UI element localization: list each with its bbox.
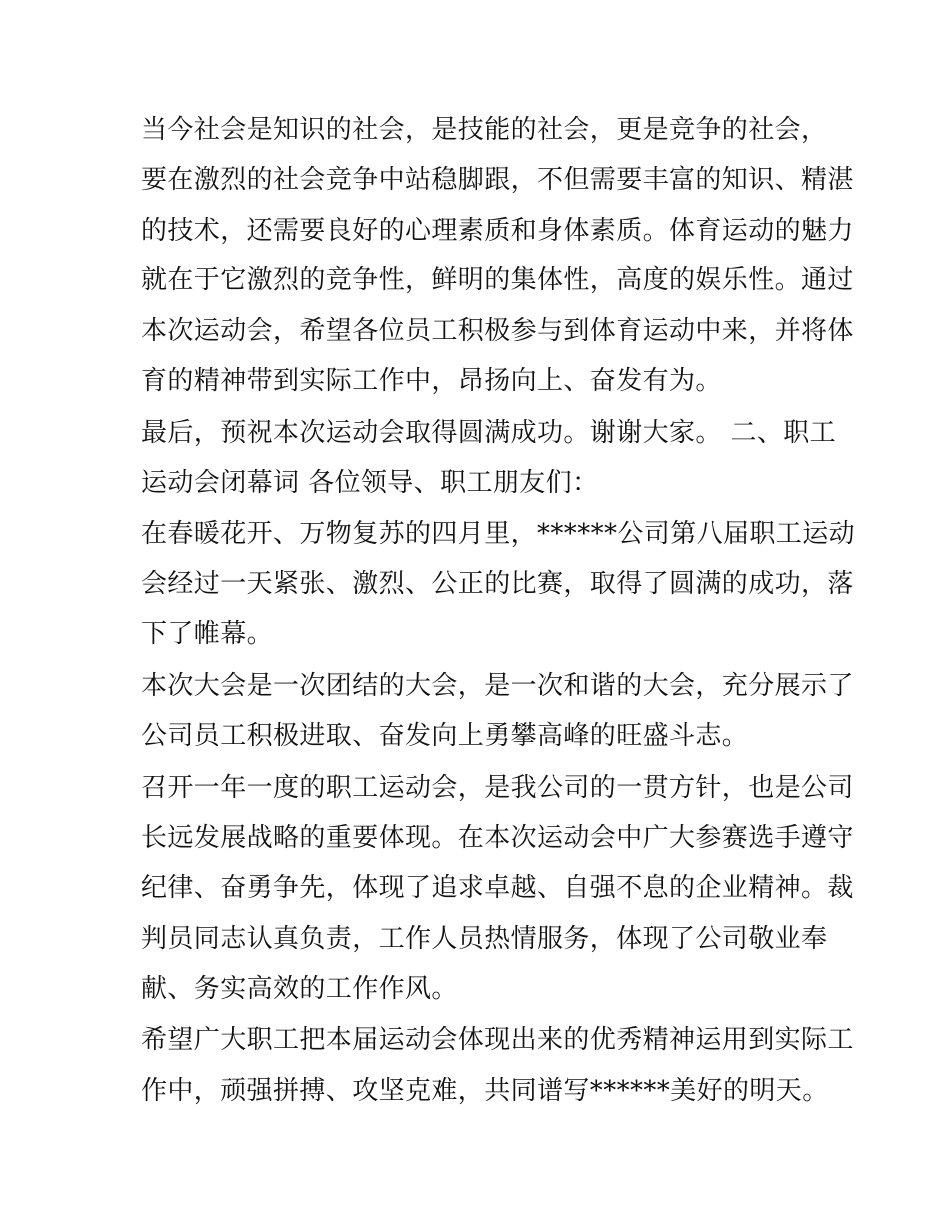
text-line: 希望广大职工把本届运动会体现出来的优秀精神运用到实际工 — [141, 1025, 854, 1055]
text-line: 就在于它激烈的竞争性，鲜明的集体性，高度的娱乐性。通过 — [141, 265, 854, 295]
text-line: 运动会闭幕词 各位领导、职工朋友们： — [141, 468, 599, 498]
text-line: 要在激烈的社会竞争中站稳脚跟，不但需要丰富的知识、精湛 — [141, 165, 854, 195]
text-line: 育的精神带到实际工作中，昂扬向上、奋发有为。 — [141, 366, 722, 396]
text-line: 判员同志认真负责，工作人员热情服务，体现了公司敬业奉 — [141, 924, 828, 954]
text-line: 召开一年一度的职工运动会，是我公司的一贯方针，也是公司 — [141, 773, 854, 803]
text-line: 公司员工积极进取、奋发向上勇攀高峰的旺盛斗志。 — [141, 721, 749, 751]
text-line: 的技术，还需要良好的心理素质和身体素质。体育运动的魅力 — [141, 216, 854, 246]
text-line: 在春暖花开、万物复苏的四月里，******公司第八届职工运动 — [141, 519, 856, 549]
text-line: 会经过一天紧张、激烈、公正的比赛，取得了圆满的成功，落 — [141, 569, 854, 599]
text-line: 纪律、奋勇争先，体现了追求卓越、自强不息的企业精神。裁 — [141, 873, 854, 903]
text-line: 作中，顽强拼搏、攻坚克难，共同谱写******美好的明天。 — [141, 1076, 829, 1106]
text-line: 下了帷幕。 — [141, 619, 274, 649]
text-line: 当今社会是知识的社会，是技能的社会，更是竞争的社会， — [141, 115, 828, 145]
text-line: 最后，预祝本次运动会取得圆满成功。谢谢大家。 二、职工 — [141, 418, 837, 448]
text-line: 长远发展战略的重要体现。在本次运动会中广大参赛选手遵守 — [141, 823, 854, 853]
text-line: 本次大会是一次团结的大会，是一次和谐的大会，充分展示了 — [141, 671, 854, 701]
text-line: 献、务实高效的工作作风。 — [141, 974, 458, 1004]
text-line: 本次运动会，希望各位员工积极参与到体育运动中来，并将体 — [141, 316, 854, 346]
